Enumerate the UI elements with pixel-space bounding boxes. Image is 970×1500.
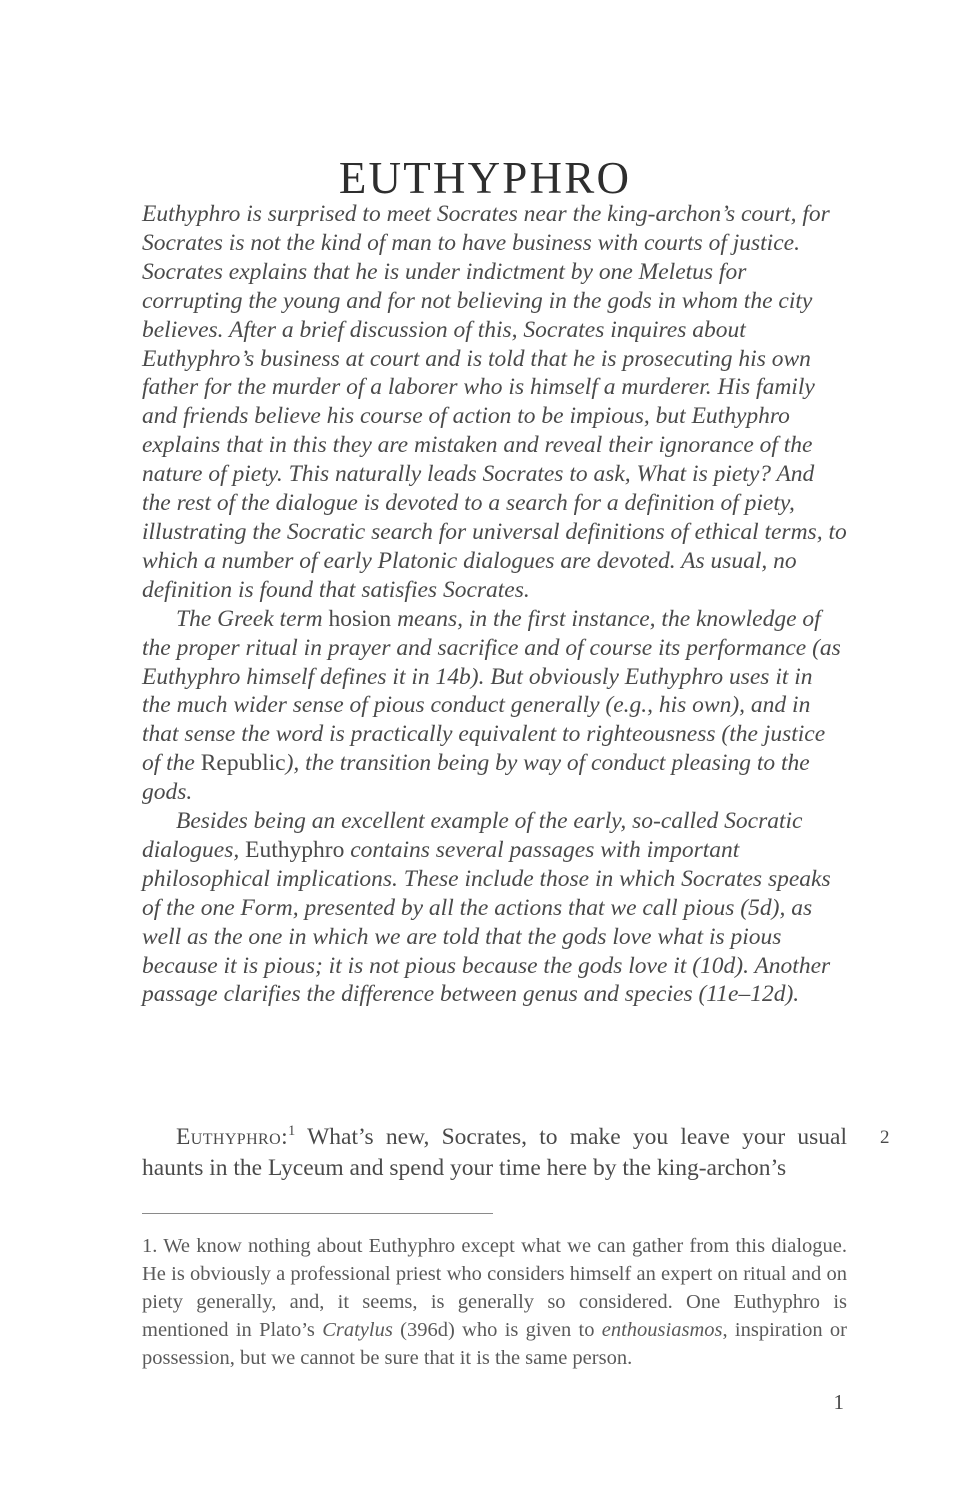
footnote-segment-a: 1. We know nothing about Euthyphro except what we can gather from this dialogue. He is obviously a professional priest who considers himself an expert on ritual and on piety generally, and, it seems, is generally so considered. One Euthyphro is mentioned in Plato’s — [142, 1235, 847, 1341]
intro-p3-segment-b: contains several passages with important philosophical implications. These include those in which Socrates speaks of the one Form, presented by all the actions that we call pious (5d), as well as the one in which we are told that the gods love what is pious because it is pious; it is not pious because the gods love it (10d). Another passage clarifies the difference between genus and species (11e–12d). — [142, 836, 831, 1008]
footnote-reference-marker[interactable]: 1 — [288, 1123, 296, 1140]
dialogue-speech-text: What’s new, Socrates, to make you leave your usual haunts in the Lyceum and spend your time here by the king-archon’s — [142, 1124, 847, 1181]
intro-p3-segment-a: Besides being an excellent example of the early, so-called Socratic dialogues, — [142, 808, 803, 863]
intro-p2-segment-b: means, in the first instance, the knowledge of the proper ritual in prayer and sacrifice and of course its performance (as Euthyphro himself defines it in 14b). But obviously Euthyphro uses it in the much wider sense of pious conduct generally (e.g., his own), and in that sense the word is practically equivalent to righteousness (the justice of the — [142, 605, 841, 777]
footnote-segment-b: (396d) who is given to — [392, 1319, 602, 1341]
introduction-text-column — [142, 200, 847, 1009]
footnote-1 — [142, 1232, 847, 1372]
footnote-greek-term-enthousiasmos: enthousiasmos — [601, 1319, 723, 1341]
footnote-segment-c: , inspiration or possession, but we cannot be sure that it is the same person. — [142, 1319, 847, 1369]
greek-term-hosion: hosion — [328, 605, 392, 632]
footnote-work-title-cratylus: Cratylus — [322, 1319, 393, 1341]
page-folio-number: 1 — [833, 1390, 844, 1414]
work-title-republic: Republic — [200, 750, 286, 777]
intro-paragraph-1: Euthyphro is surprised to meet Socrates near the king-archon’s court, for Socrates is not the kind of man to have business with courts of justice. Socrates explains that he is under indictment by one Meletus for corrupting the young and for not believing in the gods in whom the city believes. After a brief discussion of this, Socrates inquires about Euthyphro’s business at court and is told that he is prosecuting his own father for the murder of a laborer who is himself a murderer. His family and friends believe his course of action to be impious, but Euthyphro explains that in this they are mistaken and reveal their ignorance of the nature of piety. This naturally leads Socrates to ask, What is piety? And the rest of the dialogue is devoted to a search for a definition of piety, illustrating the Socratic search for universal definitions of ethical terms, to which a number of early Platonic dialogues are devoted. As usual, no definition is found that satisfies Socrates. — [142, 201, 847, 603]
speaker-label-euthyphro: Euthyphro: — [176, 1124, 289, 1150]
footnote-separator-rule — [142, 1213, 493, 1214]
intro-paragraph-3 — [142, 807, 847, 1009]
intro-p2-segment-c: ), the transition being by way of conduct pleasing to the gods. — [142, 750, 810, 806]
intro-paragraph-2 — [142, 605, 847, 807]
work-title-euthyphro: Euthyphro — [245, 836, 345, 863]
intro-p2-segment-a: The Greek term — [176, 605, 329, 632]
dialogue-first-speech — [142, 1122, 847, 1184]
page-title: EUTHYPHRO — [338, 153, 632, 204]
stephanus-page-number: 2 — [880, 1127, 890, 1148]
